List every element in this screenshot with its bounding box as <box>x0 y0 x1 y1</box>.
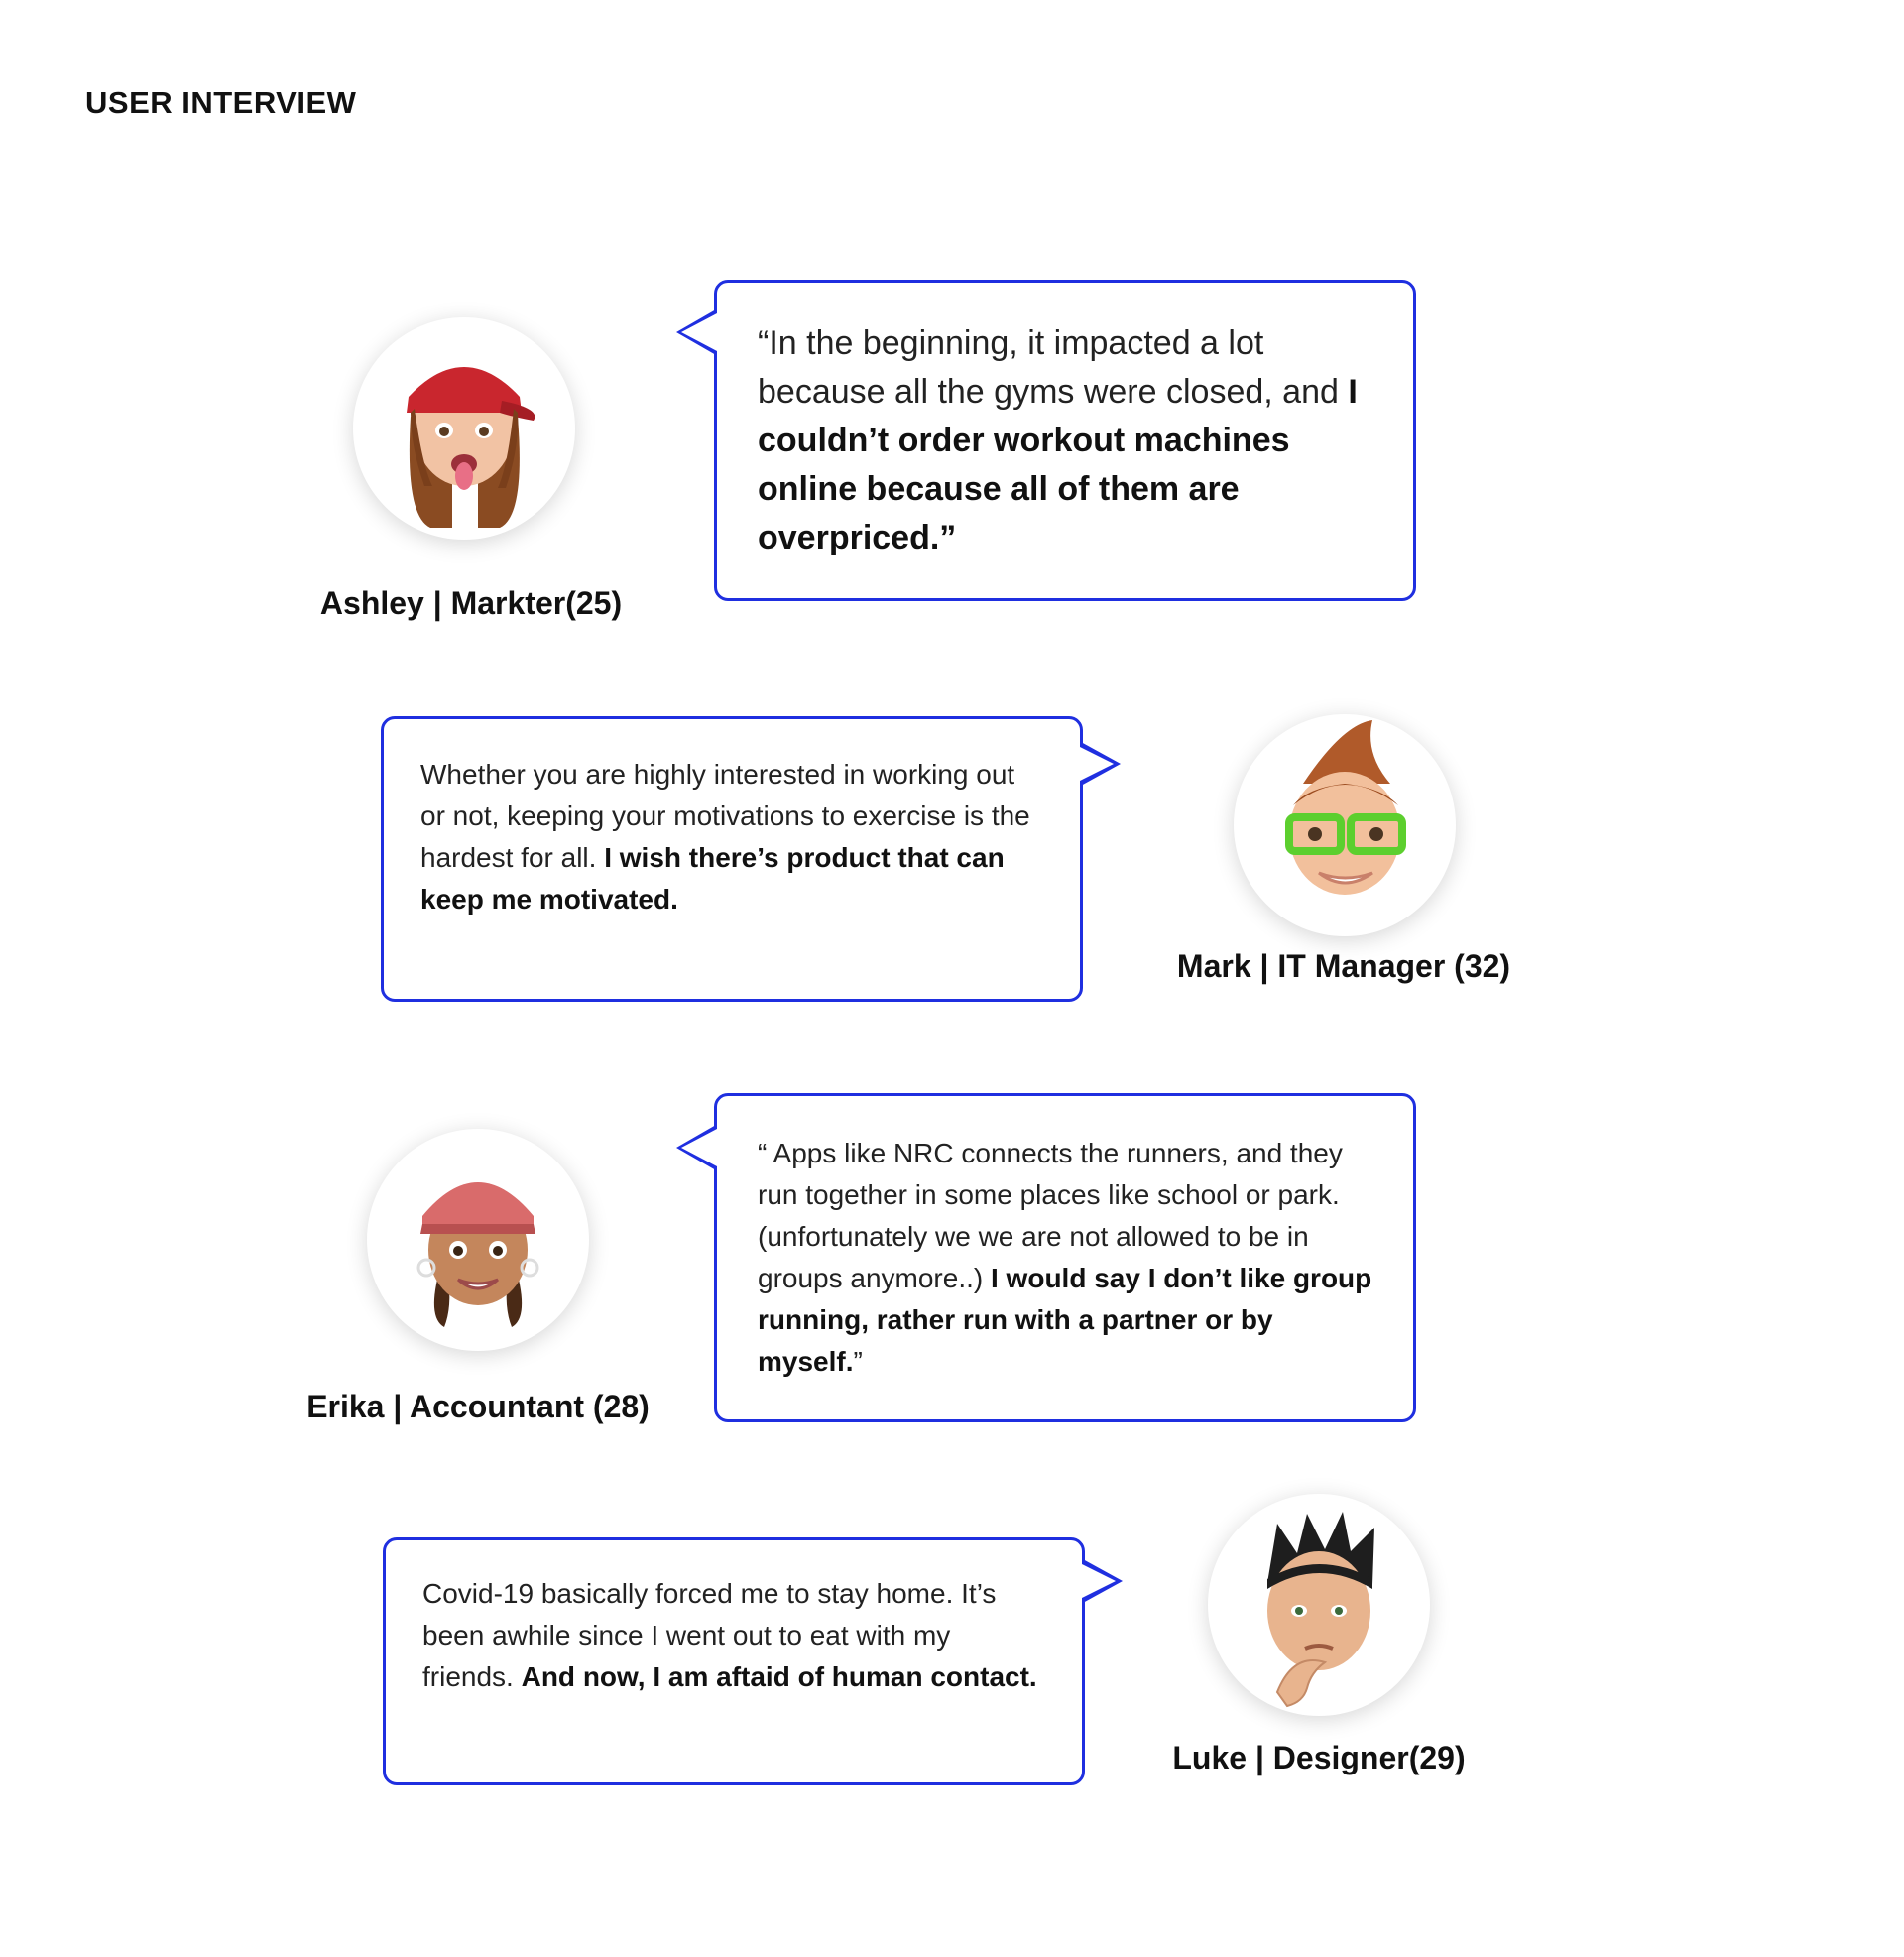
memoji-red-cap-icon <box>353 317 575 540</box>
avatar-ashley <box>353 317 575 540</box>
quote-text: “ Apps like NRC connects the runners, and they run together in some places like school or park.(unfortunately we we are not allowed to be in groups anymore..) I would say I don’t like group running, rather run with a partner or by myself.” <box>758 1138 1372 1377</box>
quote-text: Covid-19 basically forced me to stay home. It’s been awhile since I went out to eat with my friends. And now, I am aftaid of human contact. <box>422 1578 1037 1692</box>
interviewee-name: Mark | IT Manager (32) <box>1176 948 1511 984</box>
interviewee-name: Erika | Accountant (28) <box>306 1389 650 1424</box>
page-title: USER INTERVIEW <box>85 85 357 120</box>
interviewee-name: Luke | Designer(29) <box>1172 1740 1466 1775</box>
interviewee-name: Ashley | Markter(25) <box>319 585 623 621</box>
quote-text: Whether you are highly interested in working out or not, keeping your motivations to exercise is the hardest for all. I wish there’s product that can keep me motivated. <box>420 759 1030 915</box>
avatar-mark <box>1234 714 1456 936</box>
memoji-pink-cap-icon <box>367 1129 589 1351</box>
memoji-glasses-icon <box>1234 714 1456 936</box>
avatar-luke <box>1208 1494 1430 1716</box>
avatar-erika <box>367 1129 589 1351</box>
memoji-thinking-icon <box>1208 1494 1430 1716</box>
quote-text: “In the beginning, it impacted a lot because all the gyms were closed, and I couldn’t order workout machines online because all of them are overpriced.” <box>758 324 1358 556</box>
